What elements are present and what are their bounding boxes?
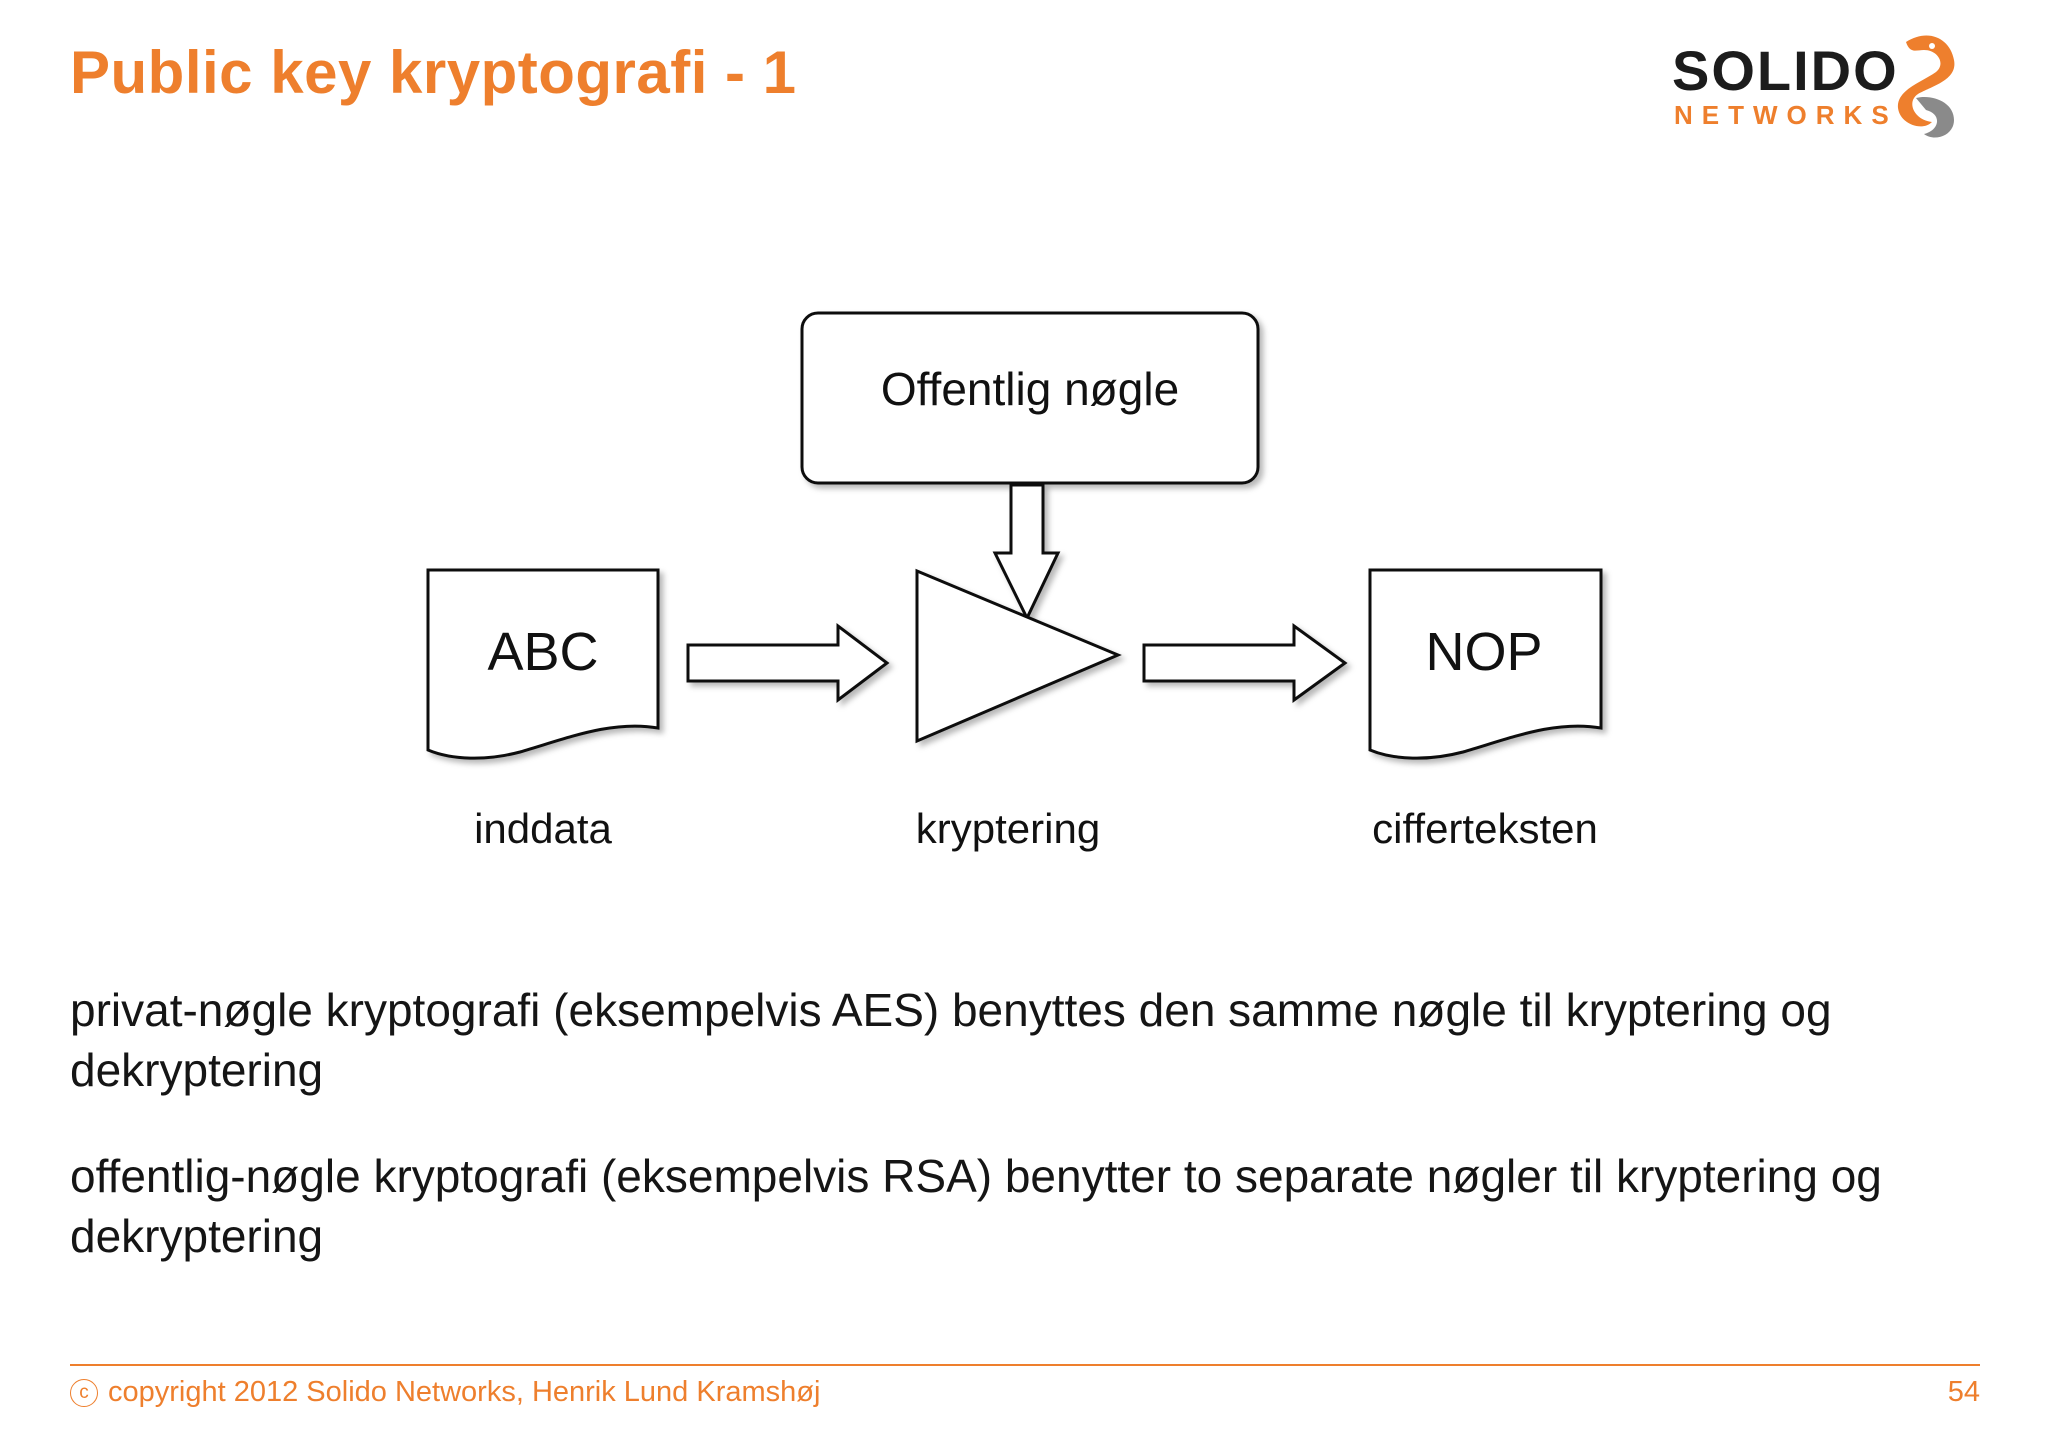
input-document [428, 570, 658, 758]
bullet-public-key: offentlig-nøgle kryptografi (eksempelvis RSA) benytter to separate nøgler til kryptering og dekryptering [70, 1150, 1882, 1262]
process-caption: kryptering [915, 805, 1101, 852]
footer-divider [70, 1364, 1980, 1366]
input-document-text: ABC [487, 622, 599, 682]
slide-title: Public key kryptografi - 1 [70, 39, 797, 106]
logo-name-top: SOLIDO [1672, 39, 1899, 102]
copyright-text: copyright 2012 Solido Networks, Henrik Lund Kramshøj [108, 1376, 821, 1408]
bullet-list [70, 980, 1990, 1312]
input-caption: inddata [474, 805, 612, 852]
page-number: 54 [1947, 1376, 1980, 1408]
bullet-private-key: privat-nøgle kryptografi (eksempelvis AES) benyttes den samme nøgle til kryptering og dekryptering [70, 984, 1832, 1096]
logo-name-bottom: NETWORKS [1674, 100, 1898, 130]
copyright-icon: c [70, 1379, 98, 1407]
public-key-label: Offentlig nøgle [880, 363, 1180, 415]
key-down-arrow [995, 485, 1058, 618]
footer-copyright [70, 1376, 820, 1409]
output-document-text: NOP [1425, 622, 1543, 682]
output-document [1370, 570, 1601, 758]
public-key-box [802, 313, 1258, 483]
output-caption: cifferteksten [1372, 805, 1598, 852]
output-right-arrow [1144, 626, 1345, 700]
input-right-arrow [688, 626, 887, 700]
